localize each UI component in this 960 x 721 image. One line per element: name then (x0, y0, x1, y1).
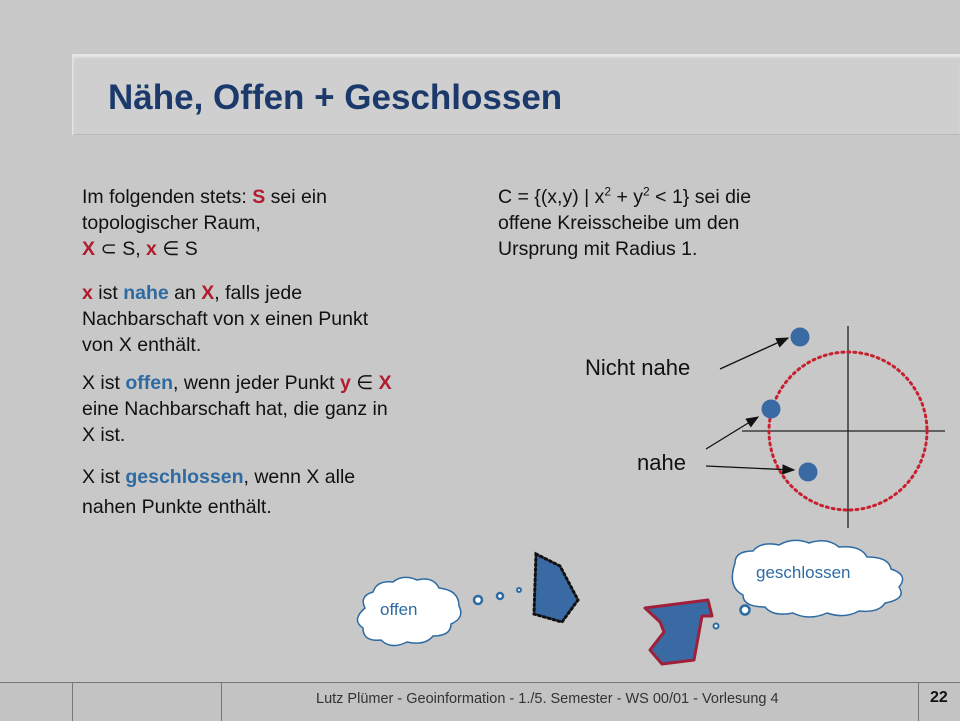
paragraph-circle-definition: C = {(x,y) | $x^2 + y^2 < 1$} sei die offene Kreisscheibe um den Ursprung mit Radius 1. (498, 184, 752, 260)
bubble-dot-1 (474, 596, 482, 604)
open-set-shape (534, 554, 578, 622)
point-not-near (791, 328, 810, 347)
paragraph-nahe: x ist nahe an X, falls jede Nachbarschaft von x einen Punkt von X enthält. (82, 282, 369, 356)
paragraph-geschlossen: X ist geschlossen, wenn X alle nahen Punkte enthält. (82, 466, 356, 518)
arrow-nahe-2 (706, 466, 794, 470)
label-nahe: nahe (637, 450, 686, 475)
paragraph-offen: X ist offen, wenn jeder Punkt y ∈ X eine Nachbarschaft hat, die ganz in X ist. (82, 372, 392, 446)
bubble-text-offen: offen (380, 600, 418, 619)
footer-text: Lutz Plümer - Geoinformation - 1./5. Semester - WS 00/01 - Vorlesung 4 (316, 691, 779, 707)
footer-divider-2 (221, 683, 222, 721)
label-nicht-nahe: Nicht nahe (585, 355, 691, 380)
bubble-text-geschlossen: geschlossen (756, 563, 851, 582)
bubble-dot-5 (714, 624, 719, 629)
bubble-dot-2 (497, 593, 503, 599)
slide-title: Nähe, Offen + Geschlossen (108, 78, 563, 117)
arrow-nicht-nahe (720, 338, 788, 369)
arrow-nahe-1 (706, 417, 758, 449)
footer-divider-1 (72, 683, 73, 721)
footer-divider-3 (918, 683, 919, 721)
point-inside (799, 463, 818, 482)
bubble-dot-4 (741, 606, 750, 615)
page-number: 22 (930, 689, 948, 706)
closed-set-shape (645, 600, 712, 664)
paragraph-setting: Im folgenden stets: S sei ein topologischer Raum, X ⊂ S, x ∈ S (82, 186, 327, 260)
point-near-boundary (762, 400, 781, 419)
bubble-dot-3 (517, 588, 521, 592)
